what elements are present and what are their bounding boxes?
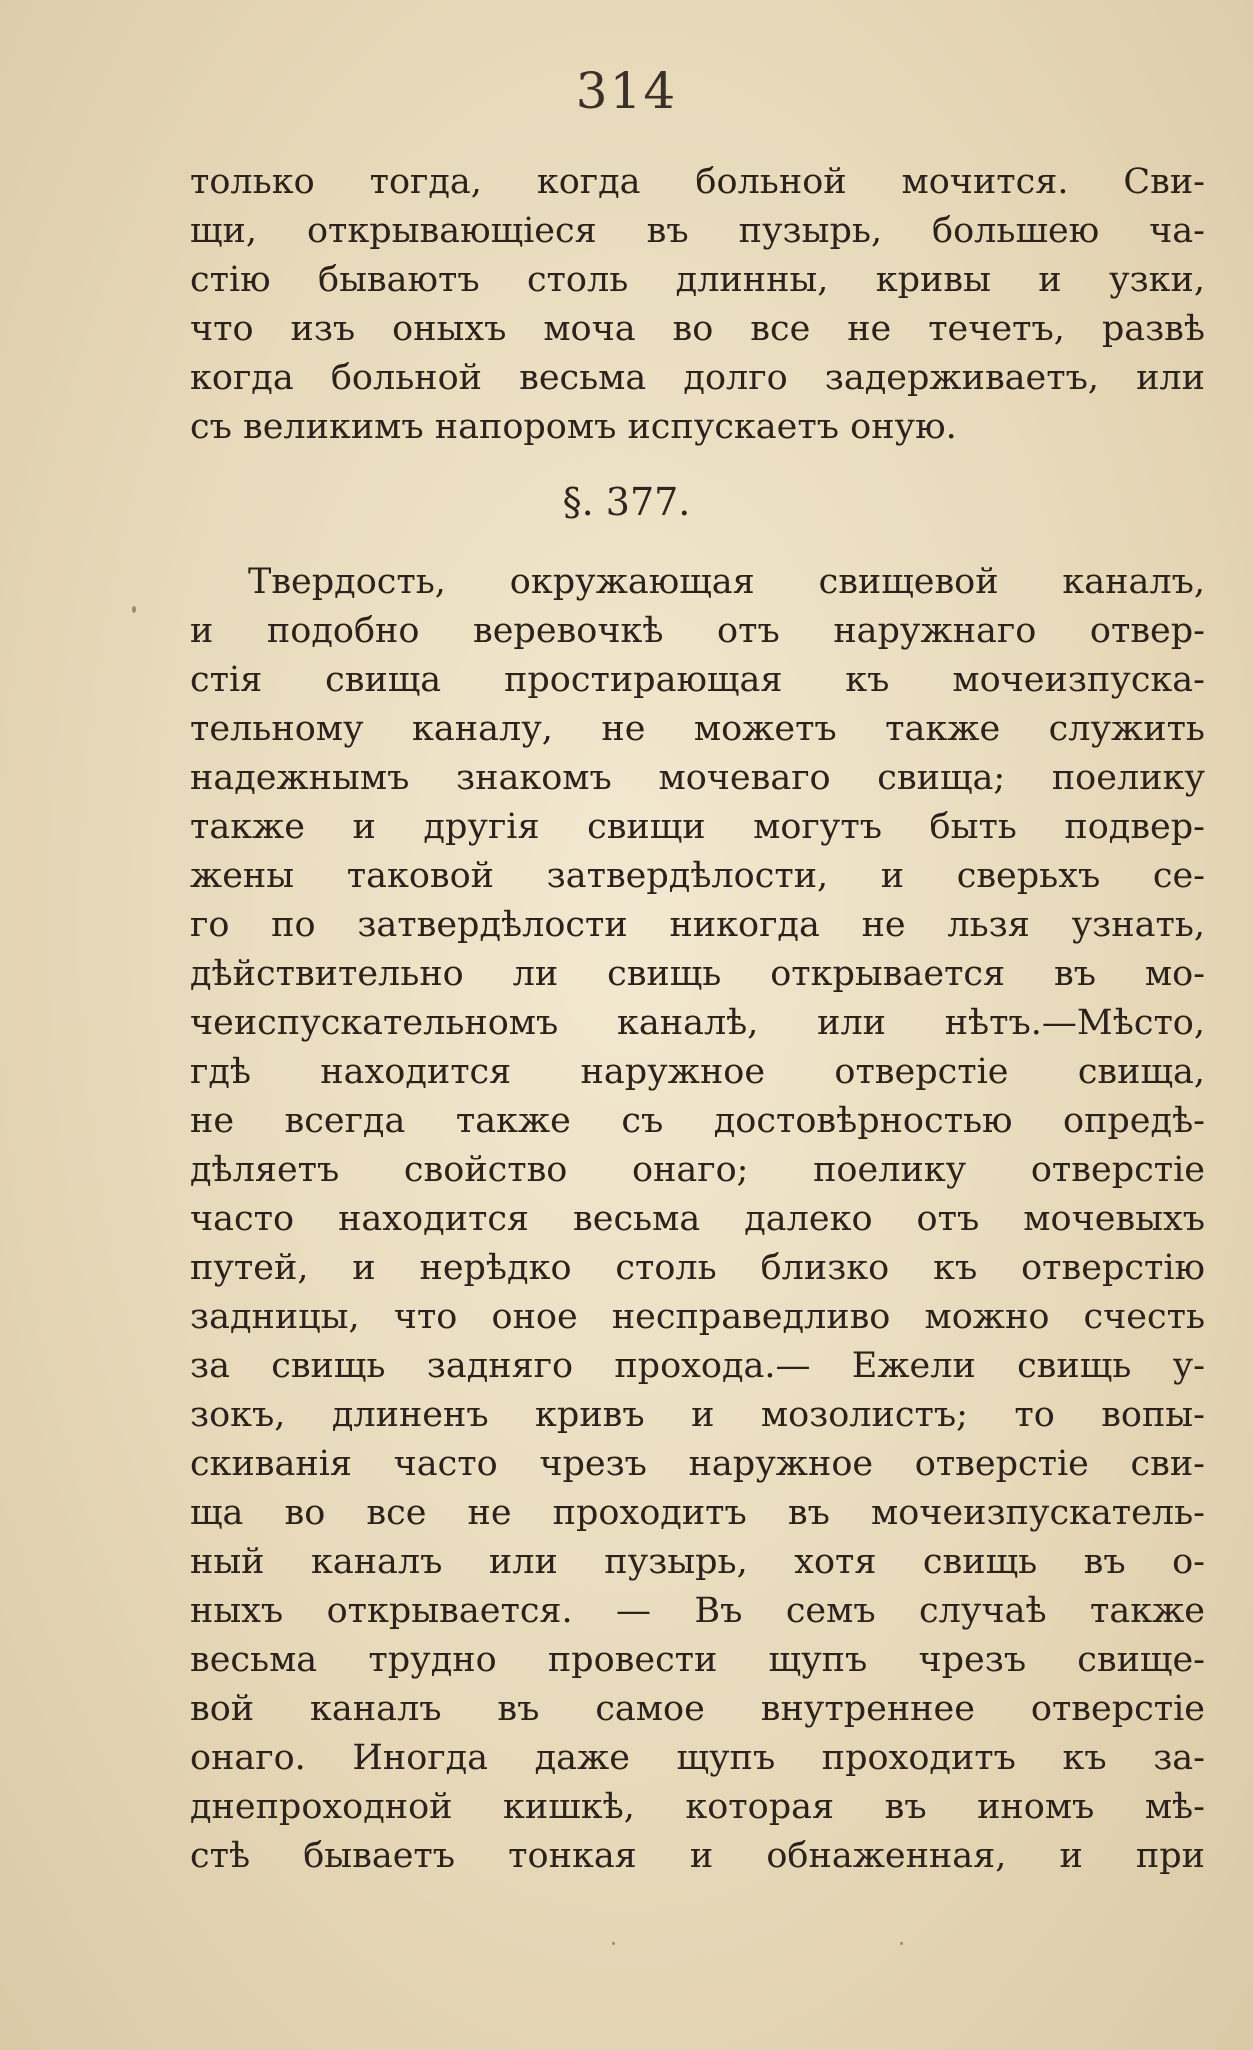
text-line: только тогда, когда больной мочится. Сви- xyxy=(190,162,1205,202)
text-line: часто находится весьма далеко отъ мочевыхъ xyxy=(190,1199,1205,1239)
text-line: ныхъ открывается. — Въ семъ случаѣ также xyxy=(190,1591,1205,1631)
page-number: 314 xyxy=(575,62,678,120)
text-line: задницы, что оное несправедливо можно счесть xyxy=(190,1297,1205,1337)
text-line: тельному каналу, не можетъ также служить xyxy=(190,709,1205,749)
text-line: дѣйствительно ли свищь открывается въ мо- xyxy=(190,954,1205,994)
text-line: когда больной весьма долго задерживаетъ, или xyxy=(190,358,1205,398)
text-line: стѣ бываетъ тонкая и обнаженная, и при xyxy=(190,1836,1205,1876)
ink-speck xyxy=(900,1942,903,1945)
text-line: чеиспускательномъ каналѣ, или нѣтъ.—Мѣсто, xyxy=(190,1003,1205,1043)
text-line: что изъ оныхъ моча во все не течетъ, развѣ xyxy=(190,309,1205,349)
ink-speck xyxy=(612,1942,615,1945)
text-line: жены таковой затвердѣлости, и сверьхъ се- xyxy=(190,856,1205,896)
text-line: щи, открывающіеся въ пузырь, большею ча- xyxy=(190,211,1205,251)
text-line: дѣляетъ свойство онаго; поелику отверстіе xyxy=(190,1150,1205,1190)
paragraph-main xyxy=(190,558,1205,1881)
text-line: стія свища простирающая къ мочеизпуска- xyxy=(190,660,1205,700)
text-line: также и другія свищи могутъ быть подвер- xyxy=(190,807,1205,847)
text-line: днепроходной кишкѣ, которая въ иномъ мѣ- xyxy=(190,1787,1205,1827)
text-line: за свищь задняго прохода.— Ежели свищь у- xyxy=(190,1346,1205,1386)
text-line: онаго. Иногда даже щупъ проходитъ къ за- xyxy=(190,1738,1205,1778)
text-line: стію бываютъ столь длинны, кривы и узки, xyxy=(190,260,1205,300)
text-line: зокъ, длиненъ кривъ и мозолистъ; то вопы- xyxy=(190,1395,1205,1435)
text-line: надежнымъ знакомъ мочеваго свища; поелику xyxy=(190,758,1205,798)
section-heading: §. 377. xyxy=(562,480,691,524)
text-line: ща во все не проходитъ въ мочеизпускатель- xyxy=(190,1493,1205,1533)
text-line: съ великимъ напоромъ испускаетъ оную. xyxy=(190,407,957,447)
text-line: гдѣ находится наружное отверстіе свища, xyxy=(190,1052,1205,1092)
paragraph-top xyxy=(190,158,1205,452)
text-line: вой каналъ въ самое внутреннее отверстіе xyxy=(190,1689,1205,1729)
text-line: скиванія часто чрезъ наружное отверстіе сви- xyxy=(190,1444,1205,1484)
text-line: го по затвердѣлости никогда не льзя узнать, xyxy=(190,905,1205,945)
text-line: путей, и нерѣдко столь близко къ отверстію xyxy=(190,1248,1205,1288)
text-line: ный каналъ или пузырь, хотя свищь въ о- xyxy=(190,1542,1205,1582)
text-line: не всегда также съ достовѣрностью опредѣ- xyxy=(190,1101,1205,1141)
text-line: Твердость, окружающая свищевой каналъ, xyxy=(248,562,1205,602)
text-line: весьма трудно провести щупъ чрезъ свище- xyxy=(190,1640,1205,1680)
text-line: и подобно веревочкѣ отъ наружнаго отвер- xyxy=(190,611,1205,651)
ink-speck xyxy=(132,606,136,613)
